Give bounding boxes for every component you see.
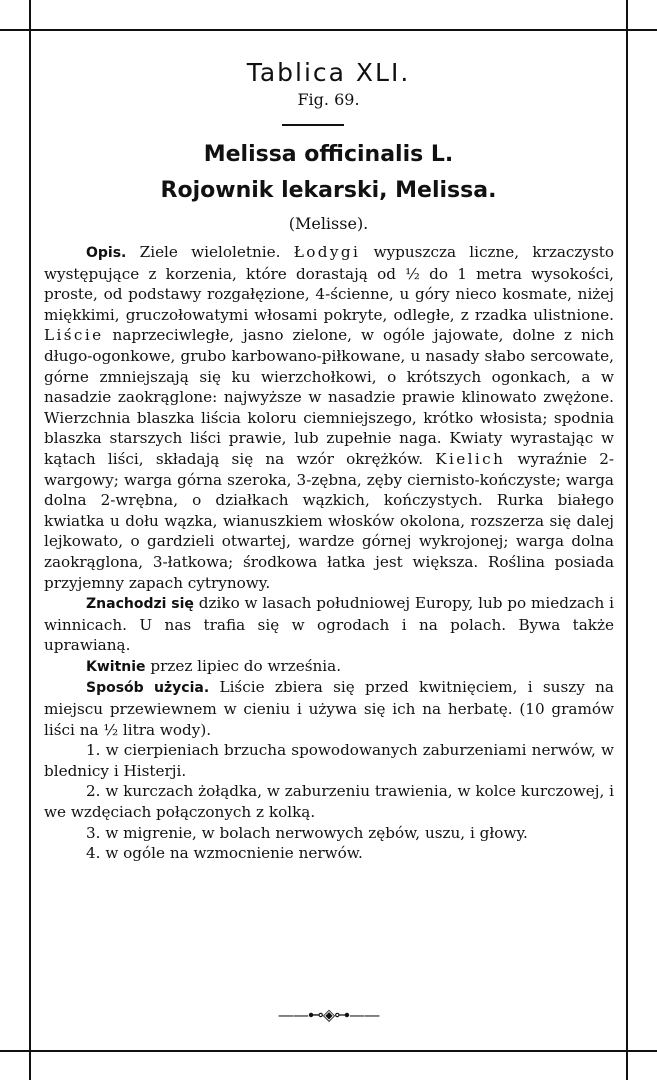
polish-name: Rojownik lekarski, Melissa. (160, 178, 497, 203)
habitat-text: dziko w lasach południowej Europy, lub po miedzach i winnicach. U nas trafia się w ogrodach i na polach. Bywa także uprawianą. (44, 594, 615, 655)
habitat-heading: Znachodzi się (86, 596, 194, 613)
flowering-paragraph (44, 656, 614, 678)
description-body (44, 242, 614, 864)
usage-item-4: 4. w ogóle na wzmocnienie nerwów. (86, 844, 363, 863)
flowering-heading: Kwitnie (86, 658, 146, 675)
usage-item-1: 1. w cierpieniach brzucha spowodowanych zaburzeniami nerwów, w blednicy i Histerji. (44, 741, 614, 780)
usage-item-3: 3. w migrenie, w bolach nerwowych zębów, uszu, i głowy. (86, 823, 528, 842)
usage-heading: Sposób użycia. (86, 680, 210, 697)
calyx-text: wyraźnie 2-wargowy; warga górna szeroka, 3-zębna, zęby ciernisto-kończyste; warga dolna 2-wrębna, o działkach wązkich, kończystych. Rurka białego kwiatka u dołu wązka, wianuszkiem włosków okolona, rozszerza się dalej lejkowato, o gardzieli otwartej, wardze górnej wykrojonej; warga dolna zaokrąglona, 3-łatkowa; środkowa łatka jest większa. Roślina posiada przyjemny zapach cytrynowy. (44, 449, 615, 592)
stems-text: wypuszcza liczne, krzaczysto występujące z korzenia, które dorastają od ½ do 1 metra wysokości, proste, od podstawy rozgałęzione, 4-ścienne, u góry nieco kosmate, niżej miękkimi, gruczołowatymi włosami pokryte, odległe, z rzadka ulistnione. (44, 243, 615, 324)
title-divider (282, 124, 344, 126)
habitat-paragraph (44, 593, 614, 656)
description-paragraph (44, 242, 614, 593)
flowering-text: przez lipiec do września. (150, 656, 342, 675)
frame-bottom-line (0, 1050, 657, 1052)
usage-item-2: 2. w kurczach żołądka, w zaburzeniu trawienia, w kolce kurczowej, i we wzdęciach połączonych z kolką. (44, 782, 614, 822)
description-heading: Opis. (86, 245, 127, 261)
calyx-label: Kielich (435, 449, 506, 468)
page-title: Tablica XLI. (246, 58, 411, 87)
usage-paragraph (44, 677, 614, 740)
stems-label: Łodygi (293, 243, 361, 261)
figure-label: Fig. 69. (297, 90, 360, 109)
frame-top-line (0, 29, 657, 31)
usage-text: Liście zbiera się przed kwitnięciem, i suszy na miejscu przewiewnem w cieniu i używa się ich na herbatę. (10 gramów liści na ½ litra wody). (44, 678, 614, 739)
german-name: (Melisse). (288, 214, 369, 233)
latin-name: Melissa officinalis L. (203, 142, 454, 167)
leaves-text: naprzeciwległe, jasno zielone, w ogóle jajowate, dolne z nich długo-ogonkowe, grubo karbowano-piłkowane, u nasady słabo sercowate, górne zmniejszają się ku wierzchołkowi, o krótszych ogonkach, a w nasadzie zaokrąglone: najwyższe w nasadzie prawie klinowato zwężone. Wierzchnia blaszka liścia koloru ciemniejszego, krótko włosista; spodnia blaszka starszych liści prawie, lub zupełnie naga. Kwiaty wyrastając w kątach liści, składają się na wzór okrężków. (44, 326, 614, 468)
leaves-label: Liście (44, 326, 104, 345)
description-intro: Ziele wieloletnie. (139, 243, 281, 261)
footer-ornament: ——⊷◈⊶—— (277, 1005, 380, 1024)
